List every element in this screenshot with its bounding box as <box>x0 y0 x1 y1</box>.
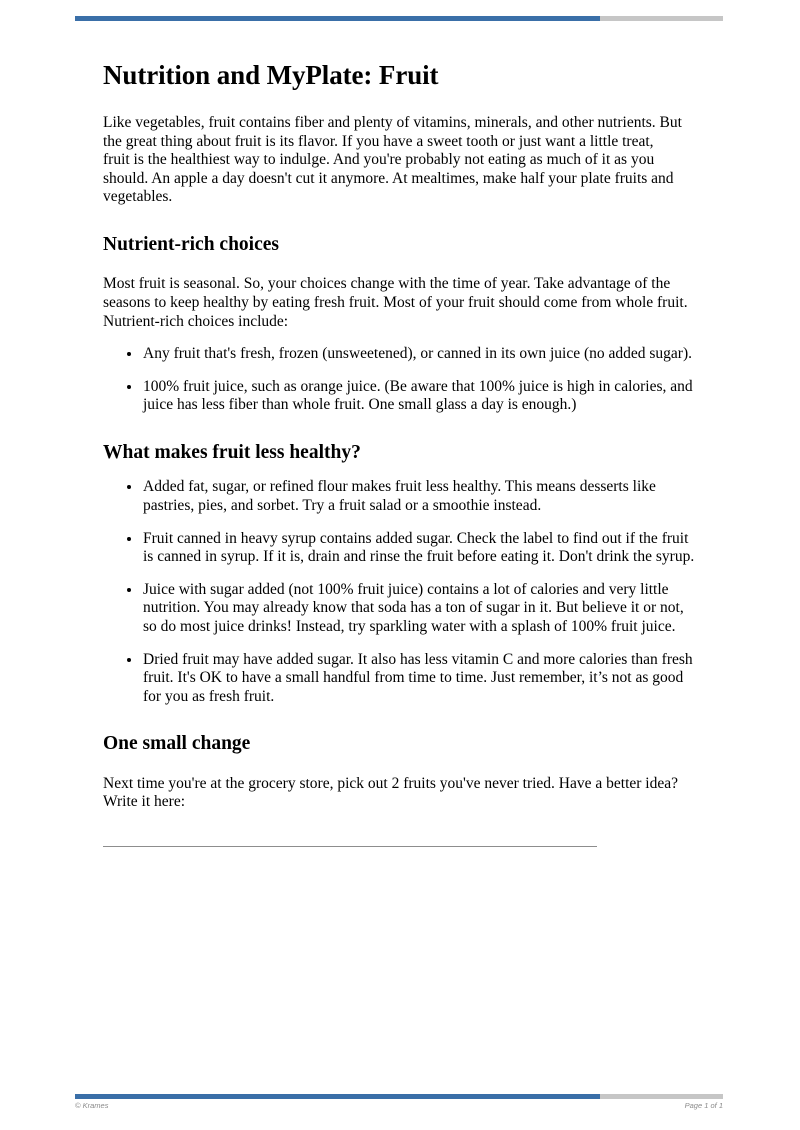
write-in-answer-line[interactable] <box>103 846 597 847</box>
list-item-text: Dried fruit may have added sugar. It also has less vitamin C and more calories than fresh fruit. It's OK to have a small handful from time to time. Just remember, it’s not as good for you as fresh fruit. <box>143 650 693 705</box>
bullet-dot-icon <box>127 588 131 592</box>
list-item-text: Juice with sugar added (not 100% fruit juice) contains a lot of calories and very little nutrition. You may already know that soda has a ton of sugar in it. But believe it or not, so do most juice drinks! Instead, try sparkling water with a splash of 100% fruit juice. <box>143 580 684 635</box>
section-heading-one-small-change: One small change <box>103 733 251 755</box>
list-item <box>103 581 698 637</box>
footer-rule <box>75 1094 723 1099</box>
bullet-dot-icon <box>127 352 131 356</box>
list-item-text: 100% fruit juice, such as orange juice. (Be aware that 100% juice is high in calories, and juice has less fiber than whole fruit. One small glass a day is enough.) <box>143 377 693 414</box>
footer-page-number: Page 1 of 1 <box>684 1101 723 1110</box>
footer-rule-gray-segment <box>600 1094 723 1099</box>
section-heading-nutrient-rich-choices: Nutrient-rich choices <box>103 234 279 256</box>
bullet-dot-icon <box>127 385 131 389</box>
list-item-text: Fruit canned in heavy syrup contains added sugar. Check the label to find out if the fruit is canned in syrup. If it is, drain and rinse the fruit before eating it. Don't drink the syrup. <box>143 529 695 566</box>
list-item <box>103 478 698 515</box>
section-heading-what-makes-fruit-less-healthy: What makes fruit less healthy? <box>103 441 361 463</box>
bullet-dot-icon <box>127 537 131 541</box>
footer-copyright: © Krames <box>75 1101 109 1110</box>
intro-paragraph: Like vegetables, fruit contains fiber and plenty of vitamins, minerals, and other nutrients. But the great thing about fruit is its flavor. If you have a sweet tooth or just want a little treat, fruit is the healthiest way to indulge. And you're probably not eating as much of it as you should. An apple a day doesn't cut it anymore. At mealtimes, make half your plate fruits and vegetables. <box>103 114 682 206</box>
footer-rule-blue-segment <box>75 1094 600 1099</box>
bullet-list-what-makes-fruit-less-healthy <box>103 464 697 706</box>
list-item <box>103 345 698 364</box>
list-item <box>103 651 698 707</box>
bullet-dot-icon <box>127 485 131 489</box>
section-text-nutrient-rich-choices: Most fruit is seasonal. So, your choices change with the time of year. Take advantage of the seasons to keep healthy by eating fresh fruit. Most of your fruit should come from whole fruit. Nutrient-rich choices include: <box>103 275 688 330</box>
section-text-one-small-change: Next time you're at the grocery store, pick out 2 fruits you've never tried. Have a better idea? Write it here: <box>103 774 678 811</box>
bullet-list-nutrient-rich-choices <box>103 331 697 415</box>
list-item-text: Added fat, sugar, or refined flour makes fruit less healthy. This means desserts like pastries, pies, and sorbet. Try a fruit salad or a smoothie instead. <box>143 478 656 514</box>
list-item <box>103 378 698 415</box>
list-item-text: Any fruit that's fresh, frozen (unsweetened), or canned in its own juice (no added sugar). <box>143 345 692 363</box>
document-body <box>103 0 697 847</box>
bullet-dot-icon <box>127 658 131 662</box>
page-title: Nutrition and MyPlate: Fruit <box>103 60 439 90</box>
page-footer <box>75 1101 723 1110</box>
list-item <box>103 530 698 567</box>
